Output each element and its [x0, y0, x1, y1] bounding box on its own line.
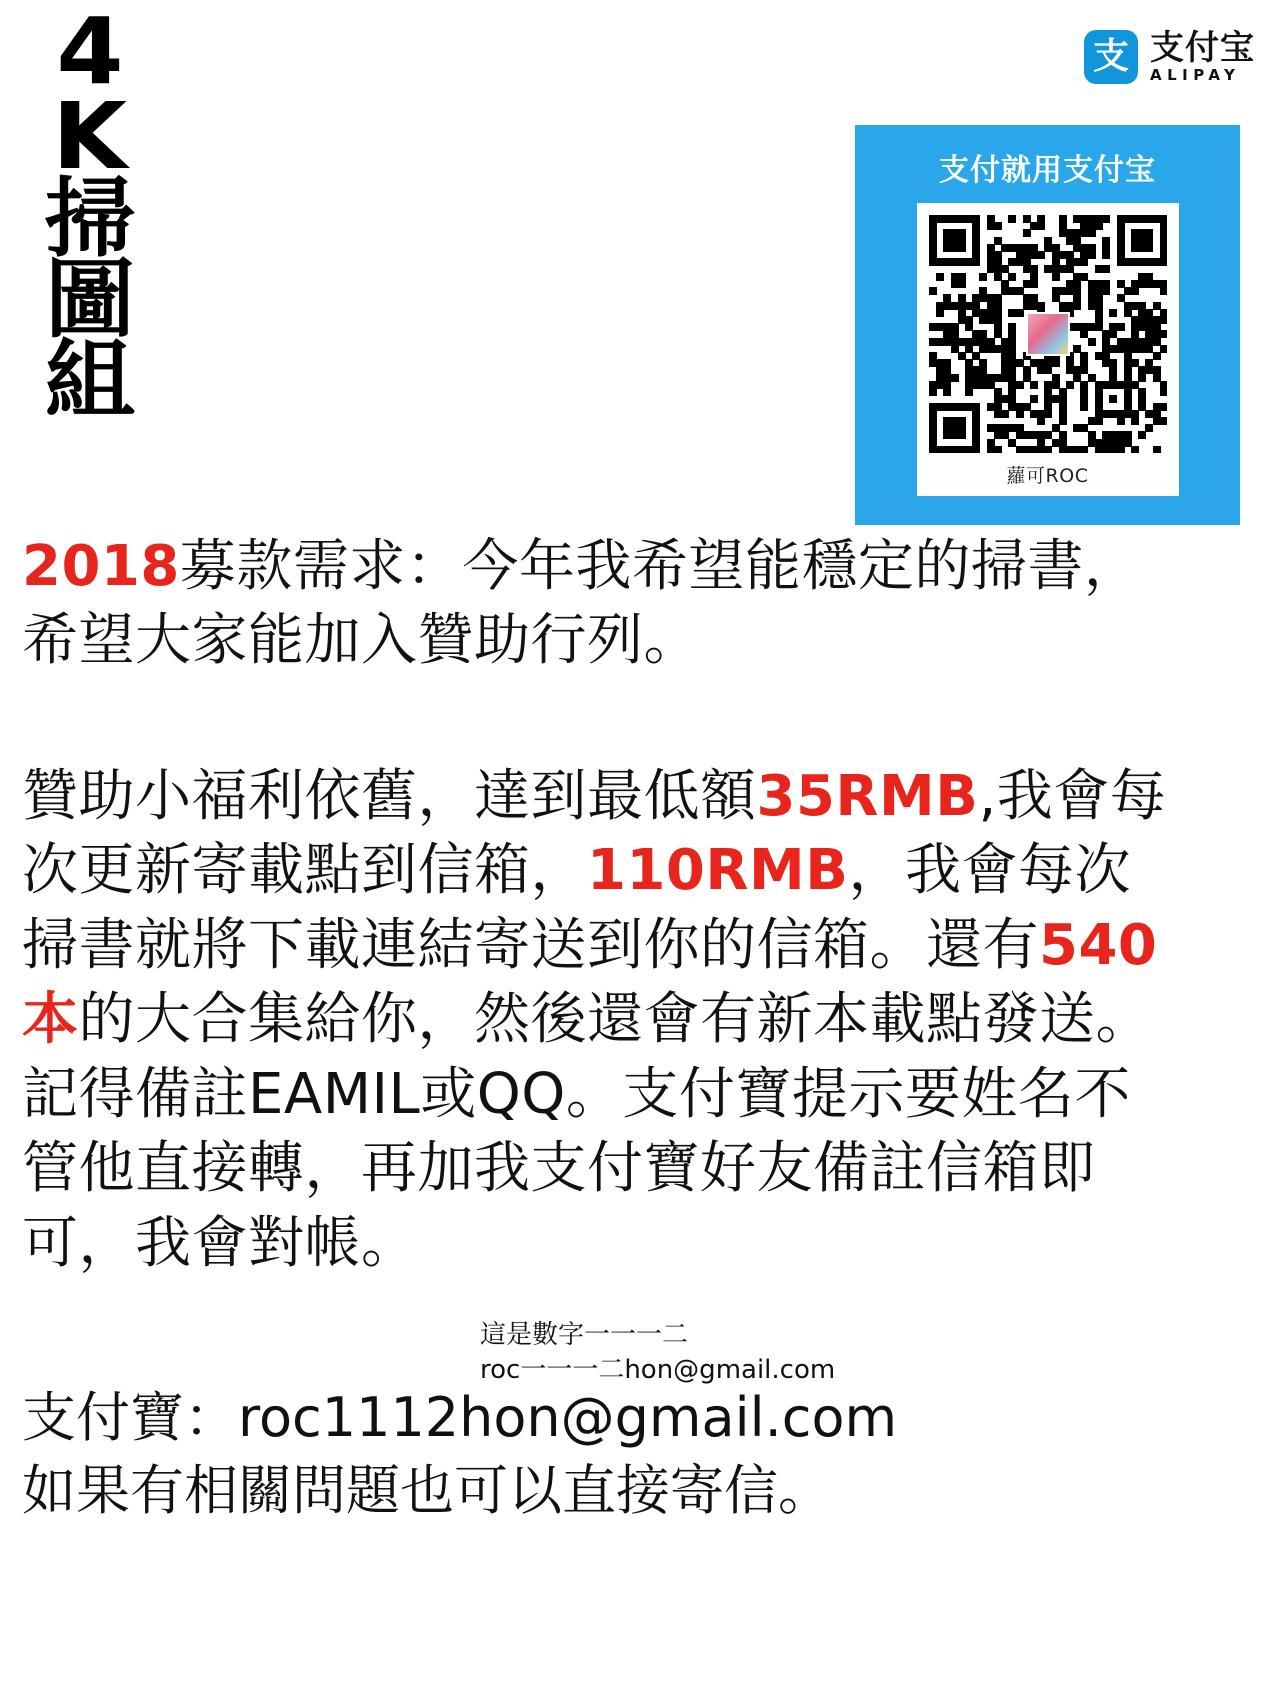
footer-note: 如果有相關問題也可以直接寄信。 — [22, 1458, 832, 1522]
alipay-name-cn: 支付宝 — [1150, 27, 1255, 68]
qr-card-title: 支付就用支付宝 — [939, 153, 1156, 188]
qr-white-box — [917, 203, 1179, 496]
rewards-text-b: ,我會每次更新寄載點到信箱， — [22, 764, 1167, 904]
email-annotation — [480, 1318, 1000, 1388]
banner-char-1: K — [52, 82, 128, 190]
alipay-name-en: ALIPAY — [1150, 65, 1241, 84]
rewards-text-d: 的大合集給你，然後還會有新本載點發送。記得備註EAMIL或QQ。支付寶提示要姓名不管他直接轉，再加我支付寶好友備註信箱即可，我會對帳。 — [22, 987, 1152, 1276]
alipay-qr-card — [855, 125, 1240, 525]
paragraph-rewards — [22, 760, 1182, 1281]
amount-35rmb: 35RMB — [756, 764, 979, 829]
count-540: 540本 — [22, 912, 1158, 1053]
vertical-title-banner — [20, 0, 160, 431]
year-highlight: 2018 — [22, 534, 180, 599]
footer-alipay-email: 支付寶：roc1112hon@gmail.com — [22, 1386, 898, 1449]
alipay-wordmark — [1150, 27, 1255, 84]
rewards-text-a: 贊助小福利依舊，達到最低額 — [22, 764, 757, 829]
amount-110rmb: 110RMB — [587, 838, 849, 904]
alipay-mark-icon: 支 — [1084, 30, 1138, 84]
qr-code-image[interactable] — [929, 215, 1167, 453]
qr-center-avatar-icon — [1026, 312, 1070, 356]
annotation-line-1: 這是數字一一一二 — [480, 1320, 689, 1350]
paragraph-funding-need — [22, 530, 1182, 679]
alipay-logo — [1084, 27, 1255, 84]
banner-char-4: 組 — [44, 330, 136, 431]
rewards-text-c: ，我會每次掃書就將下載連結寄送到你的信箱。還有 — [22, 838, 1131, 978]
banner-char-0: 4 — [56, 0, 124, 105]
banner-char-2: 掃 — [44, 169, 136, 270]
qr-nickname: 蘿可ROC — [1006, 465, 1089, 487]
paragraph-1-text: 募款需求：今年我希望能穩定的掃書，希望大家能加入贊助行列。 — [22, 534, 1141, 674]
annotation-line-2: roc一一一二hon@gmail.com — [480, 1355, 836, 1386]
banner-char-3: 圖 — [44, 250, 136, 351]
footer-contact — [22, 1382, 1202, 1528]
